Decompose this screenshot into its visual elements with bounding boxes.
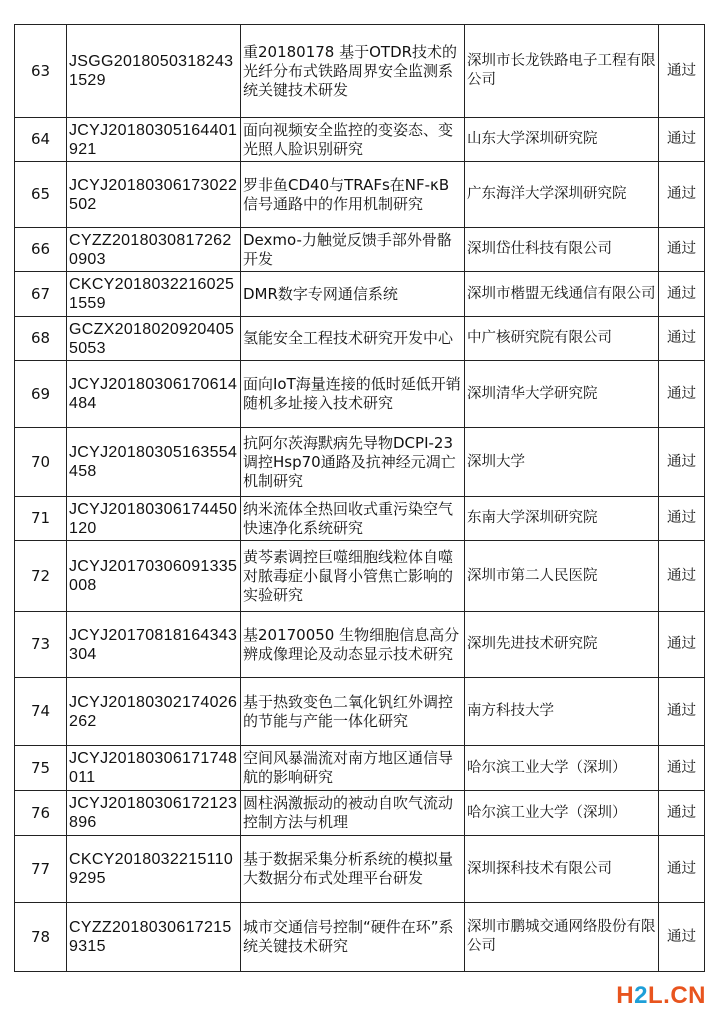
project-title: 圆柱涡激振动的被动自吹气流动控制方法与机理: [241, 791, 465, 836]
row-number: 67: [15, 272, 67, 317]
row-number: 63: [15, 25, 67, 118]
project-code: CYZZ20180306172159315: [67, 903, 241, 972]
row-number: 65: [15, 162, 67, 228]
project-title: 空间风暴湍流对南方地区通信导航的影响研究: [241, 746, 465, 791]
host-unit: 深圳探科技术有限公司: [465, 836, 659, 903]
project-title: 面向IoT海量连接的低时延低开销随机多址接入技术研究: [241, 361, 465, 428]
row-number: 73: [15, 612, 67, 678]
row-number: 66: [15, 228, 67, 272]
host-unit: 东南大学深圳研究院: [465, 497, 659, 541]
review-result: 通过: [659, 903, 705, 972]
project-code: JCYJ20170818164343304: [67, 612, 241, 678]
project-code: JCYJ20180302174026262: [67, 678, 241, 746]
review-result: 通过: [659, 612, 705, 678]
review-result: 通过: [659, 791, 705, 836]
project-code: JCYJ20180306170614484: [67, 361, 241, 428]
row-number: 64: [15, 118, 67, 162]
project-code: CYZZ20180308172620903: [67, 228, 241, 272]
table-row: [15, 903, 705, 972]
project-title: 基于热致变色二氧化钒红外调控的节能与产能一体化研究: [241, 678, 465, 746]
project-code: JCYJ20180306172123896: [67, 791, 241, 836]
host-unit: 深圳市长龙铁路电子工程有限公司: [465, 25, 659, 118]
review-result: 通过: [659, 272, 705, 317]
row-number: 76: [15, 791, 67, 836]
project-code: JSGG20180503182431529: [67, 25, 241, 118]
project-title: 纳米流体全热回收式重污染空气快速净化系统研究: [241, 497, 465, 541]
host-unit: 深圳市鹏城交通网络股份有限公司: [465, 903, 659, 972]
row-number: 75: [15, 746, 67, 791]
project-code: JCYJ20170306091335008: [67, 541, 241, 612]
host-unit: 深圳清华大学研究院: [465, 361, 659, 428]
review-result: 通过: [659, 25, 705, 118]
host-unit: 深圳先进技术研究院: [465, 612, 659, 678]
table-row: [15, 118, 705, 162]
host-unit: 深圳市楷盟无线通信有限公司: [465, 272, 659, 317]
review-result: 通过: [659, 836, 705, 903]
review-result: 通过: [659, 228, 705, 272]
table-row: [15, 746, 705, 791]
project-code: JCYJ20180306174450120: [67, 497, 241, 541]
project-title: 抗阿尔茨海默病先导物DCPI-23调控Hsp70通路及抗神经元凋亡机制研究: [241, 428, 465, 497]
review-result: 通过: [659, 541, 705, 612]
project-code: JCYJ20180305163554458: [67, 428, 241, 497]
table-row: [15, 612, 705, 678]
project-title: DMR数字专网通信系统: [241, 272, 465, 317]
row-number: 69: [15, 361, 67, 428]
table-row: [15, 497, 705, 541]
watermark-2: 2: [634, 982, 648, 1009]
project-code: JCYJ20180305164401921: [67, 118, 241, 162]
row-number: 72: [15, 541, 67, 612]
project-code: CKCY20180322151109295: [67, 836, 241, 903]
table-row: [15, 791, 705, 836]
review-result: 通过: [659, 428, 705, 497]
host-unit: 深圳岱仕科技有限公司: [465, 228, 659, 272]
review-result: 通过: [659, 497, 705, 541]
host-unit: 南方科技大学: [465, 678, 659, 746]
table-row: [15, 162, 705, 228]
table-row: [15, 25, 705, 118]
host-unit: 中广核研究院有限公司: [465, 317, 659, 361]
project-title: 面向视频安全监控的变姿态、变光照人脸识别研究: [241, 118, 465, 162]
project-code: JCYJ20180306173022502: [67, 162, 241, 228]
review-result: 通过: [659, 118, 705, 162]
table-row: [15, 272, 705, 317]
host-unit: 哈尔滨工业大学（深圳）: [465, 746, 659, 791]
host-unit: 山东大学深圳研究院: [465, 118, 659, 162]
host-unit: 深圳市第二人民医院: [465, 541, 659, 612]
project-title: Dexmo-力触觉反馈手部外骨骼开发: [241, 228, 465, 272]
table-row: [15, 678, 705, 746]
row-number: 74: [15, 678, 67, 746]
project-title: 黄芩素调控巨噬细胞线粒体自噬对脓毒症小鼠肾小管焦亡影响的实验研究: [241, 541, 465, 612]
host-unit: 广东海洋大学深圳研究院: [465, 162, 659, 228]
review-result: 通过: [659, 317, 705, 361]
host-unit: 深圳大学: [465, 428, 659, 497]
table-row: [15, 317, 705, 361]
project-code: CKCY20180322160251559: [67, 272, 241, 317]
row-number: 77: [15, 836, 67, 903]
project-code: GCZX20180209204055053: [67, 317, 241, 361]
watermark-logo: [616, 982, 706, 1010]
project-title: 基于数据采集分析系统的模拟量大数据分布式处理平台研发: [241, 836, 465, 903]
host-unit: 哈尔滨工业大学（深圳）: [465, 791, 659, 836]
row-number: 78: [15, 903, 67, 972]
project-title: 重20180178 基于OTDR技术的光纤分布式铁路周界安全监测系统关键技术研发: [241, 25, 465, 118]
table-row: [15, 361, 705, 428]
review-result: 通过: [659, 678, 705, 746]
table-row: [15, 541, 705, 612]
project-title: 氢能安全工程技术研究开发中心: [241, 317, 465, 361]
row-number: 71: [15, 497, 67, 541]
table-row: [15, 836, 705, 903]
table-row: [15, 228, 705, 272]
watermark-lcn: L.CN: [648, 982, 706, 1009]
row-number: 70: [15, 428, 67, 497]
table-row: [15, 428, 705, 497]
project-code: JCYJ20180306171748011: [67, 746, 241, 791]
watermark-h: H: [616, 982, 635, 1009]
project-title: 基20170050 生物细胞信息高分辨成像理论及动态显示技术研究: [241, 612, 465, 678]
review-result: 通过: [659, 746, 705, 791]
project-title: 罗非鱼CD40与TRAFs在NF-κB信号通路中的作用机制研究: [241, 162, 465, 228]
review-result: 通过: [659, 361, 705, 428]
row-number: 68: [15, 317, 67, 361]
review-result: 通过: [659, 162, 705, 228]
project-results-table: [14, 24, 705, 972]
project-title: 城市交通信号控制“硬件在环”系统关键技术研究: [241, 903, 465, 972]
